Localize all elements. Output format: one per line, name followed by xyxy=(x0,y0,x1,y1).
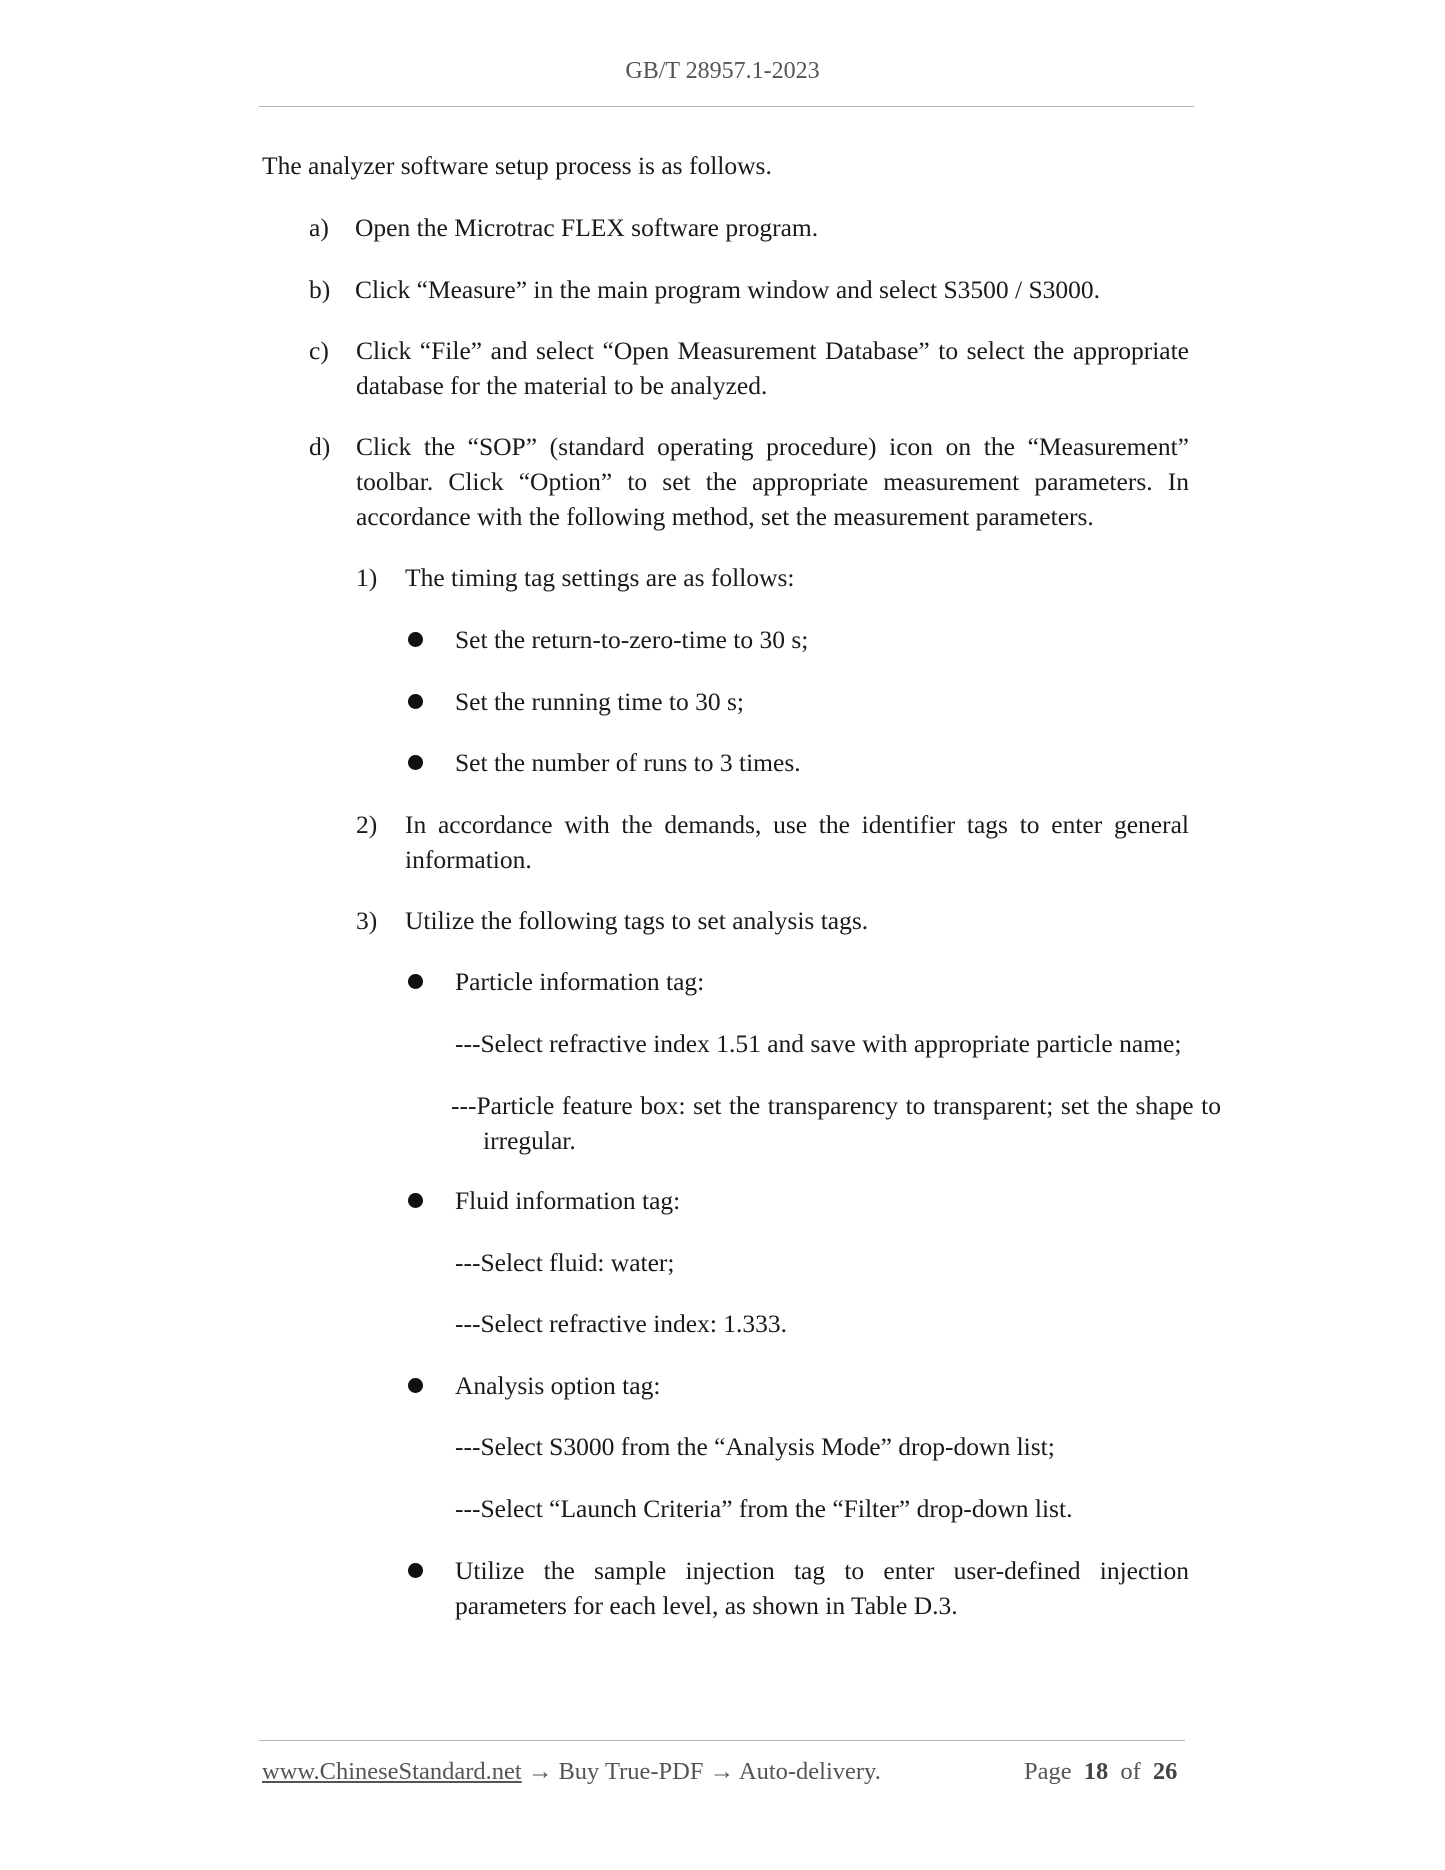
bullet-marker xyxy=(408,1563,423,1578)
substep-3-label: 3) xyxy=(356,906,378,935)
step-c-label: c) xyxy=(309,336,329,365)
step-a-text: Open the Microtrac FLEX software program. xyxy=(355,213,819,242)
substep-1-label: 1) xyxy=(356,563,378,592)
page-header: GB/T 28957.1-2023 xyxy=(625,58,820,84)
step-d-text: Click the “SOP” (standard operating procedure) icon on the “Measurement” toolbar. Click “Option” to set the appropriate measurement parameters. In accordance with the following method, set the measurement parameters. xyxy=(356,432,1189,531)
bullet-marker xyxy=(408,755,423,770)
bullet-marker xyxy=(408,1193,423,1208)
intro-paragraph: The analyzer software setup process is as follows. xyxy=(262,151,772,180)
step-c-text: Click “File” and select “Open Measurement Database” to select the appropriate database for the material to be analyzed. xyxy=(356,336,1189,400)
bullet-marker xyxy=(408,1378,423,1393)
total-pages: 26 xyxy=(1152,1758,1178,1785)
bullet-marker xyxy=(408,632,423,647)
step-d-label: d) xyxy=(309,432,331,461)
analysis-bullet-title: Fluid information tag: xyxy=(455,1186,681,1215)
page-word: Page xyxy=(1024,1758,1072,1785)
buy-pdf-text: Buy True-PDF xyxy=(558,1758,704,1785)
timing-bullet-text: Set the number of runs to 3 times. xyxy=(455,748,801,777)
footer-links xyxy=(262,1758,881,1786)
analysis-detail: ---Select refractive index 1.51 and save with appropriate particle name; xyxy=(455,1029,1182,1058)
analysis-detail: ---Select “Launch Criteria” from the “Filter” drop-down list. xyxy=(455,1494,1073,1523)
timing-bullet-text: Set the running time to 30 s; xyxy=(455,687,744,716)
analysis-bullet-title: Particle information tag: xyxy=(455,967,705,996)
analysis-bullet-title: Analysis option tag: xyxy=(455,1371,661,1400)
arrow-icon: → xyxy=(709,1758,735,1785)
analysis-detail: ---Select fluid: water; xyxy=(455,1248,675,1277)
substep-3-text: Utilize the following tags to set analysis tags. xyxy=(405,906,869,935)
timing-bullet-text: Set the return-to-zero-time to 30 s; xyxy=(455,625,809,654)
substep-2-text: In accordance with the demands, use the identifier tags to enter general information. xyxy=(405,810,1189,874)
arrow-icon: → xyxy=(527,1758,553,1785)
step-b-label: b) xyxy=(309,275,331,304)
bullet-marker xyxy=(408,694,423,709)
analysis-detail: ---Select refractive index: 1.333. xyxy=(455,1309,788,1338)
footer-rule xyxy=(259,1740,1185,1741)
analysis-bullet-title: Utilize the sample injection tag to enter user-defined injection parameters for each level, as shown in Table D.3. xyxy=(455,1556,1189,1620)
header-rule xyxy=(259,106,1194,107)
of-word: of xyxy=(1120,1758,1141,1785)
analysis-detail: ---Select S3000 from the “Analysis Mode” drop-down list; xyxy=(455,1432,1055,1461)
analysis-detail: ---Particle feature box: set the transparency to transparent; set the shape to irregular. xyxy=(451,1091,1221,1155)
page-number xyxy=(1024,1758,1177,1786)
auto-delivery-text: Auto-delivery. xyxy=(738,1758,881,1785)
substep-2-label: 2) xyxy=(356,810,378,839)
current-page: 18 xyxy=(1083,1758,1109,1785)
site-link[interactable]: www.ChineseStandard.net xyxy=(262,1758,522,1785)
step-b-text: Click “Measure” in the main program window and select S3500 / S3000. xyxy=(355,275,1101,304)
bullet-marker xyxy=(408,974,423,989)
substep-1-text: The timing tag settings are as follows: xyxy=(405,563,795,592)
step-a-label: a) xyxy=(309,213,329,242)
